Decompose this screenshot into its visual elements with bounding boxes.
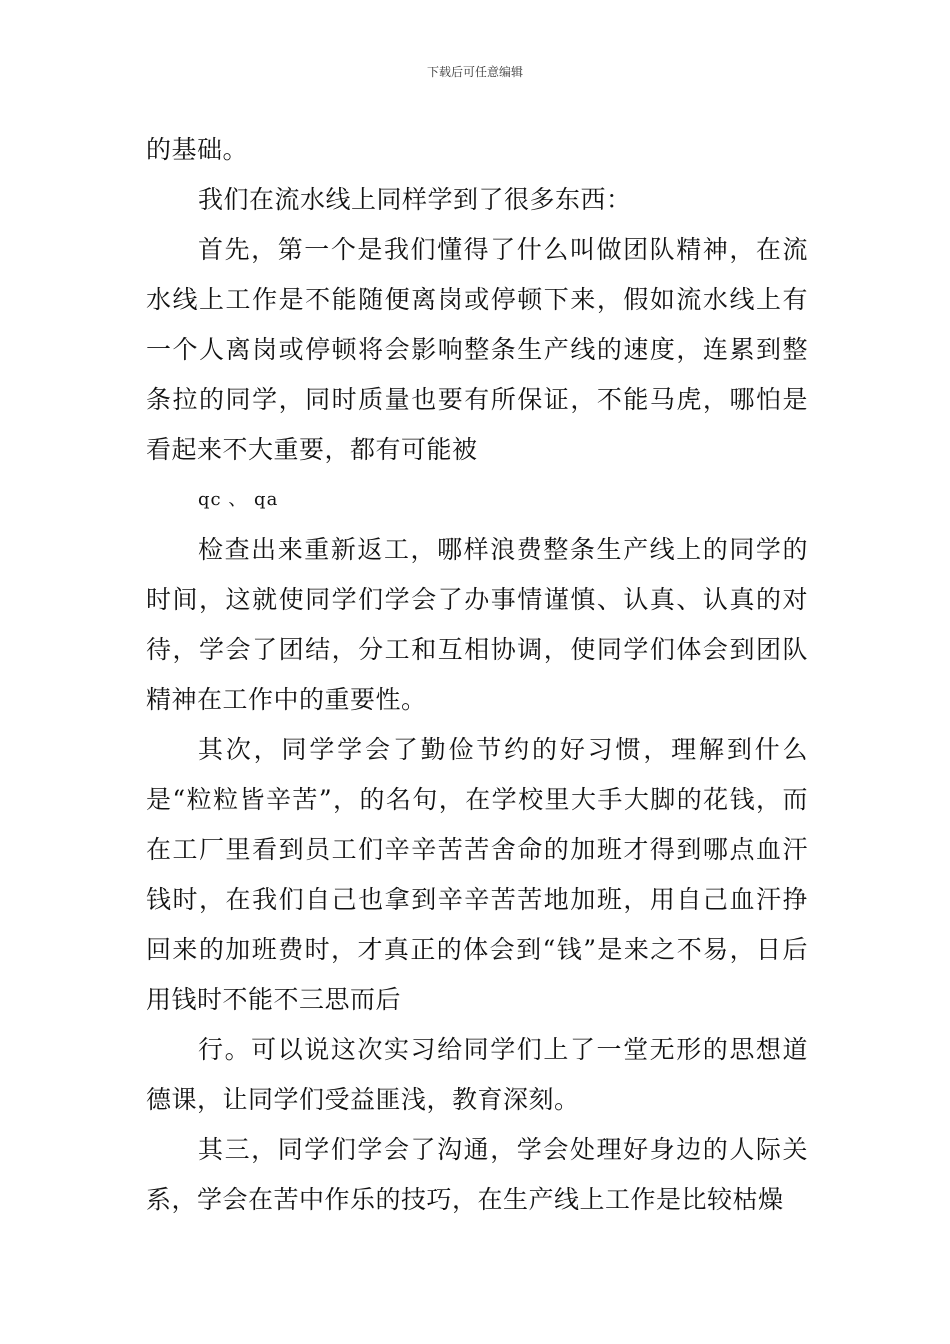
paragraph: 首先，第一个是我们懂得了什么叫做团队精神，在流水线上工作是不能随便离岗或停顿下来，假如流水线上有一个人离岗或停顿将会影响整条生产线的速度，连累到整条拉的同学，同时质量也要有所保证，不能马虎，哪怕是看起来不大重要，都有可能被 [146, 235, 808, 464]
paragraph: 行。可以说这次实习给同学们上了一堂无形的思想道德课，让同学们受益匪浅，教育深刻。 [146, 1035, 808, 1114]
paragraph-code-line: qc 、 qa [198, 489, 279, 510]
paragraph: 检查出来重新返工，哪样浪费整条生产线上的同学的时间，这就使同学们学会了办事情谨慎、认真、认真的对待，学会了团结，分工和互相协调，使同学们体会到团队精神在工作中的重要性。 [146, 535, 808, 714]
paragraph: 其次，同学学会了勤俭节约的好习惯，理解到什么是“粒粒皆辛苦”，的名句，在学校里大手大脚的花钱，而在工厂里看到员工们辛辛苦苦舍命的加班才得到哪点血汗钱时，在我们自己也拿到辛辛苦苦地加班，用自己血汗挣回来的加班费时，才真正的体会到“钱”是来之不易，日后用钱时不能不三思而后 [146, 735, 808, 1014]
paragraph: 其三，同学们学会了沟通，学会处理好身边的人际关系，学会在苦中作乐的技巧，在生产线上工作是比较枯燥 [146, 1135, 808, 1214]
paragraph: 的基础。 [146, 135, 249, 164]
page-header: 下载后可任意编辑 [426, 65, 523, 79]
document-body [146, 125, 808, 1225]
paragraph: 我们在流水线上同样学到了很多东西： [198, 185, 632, 214]
